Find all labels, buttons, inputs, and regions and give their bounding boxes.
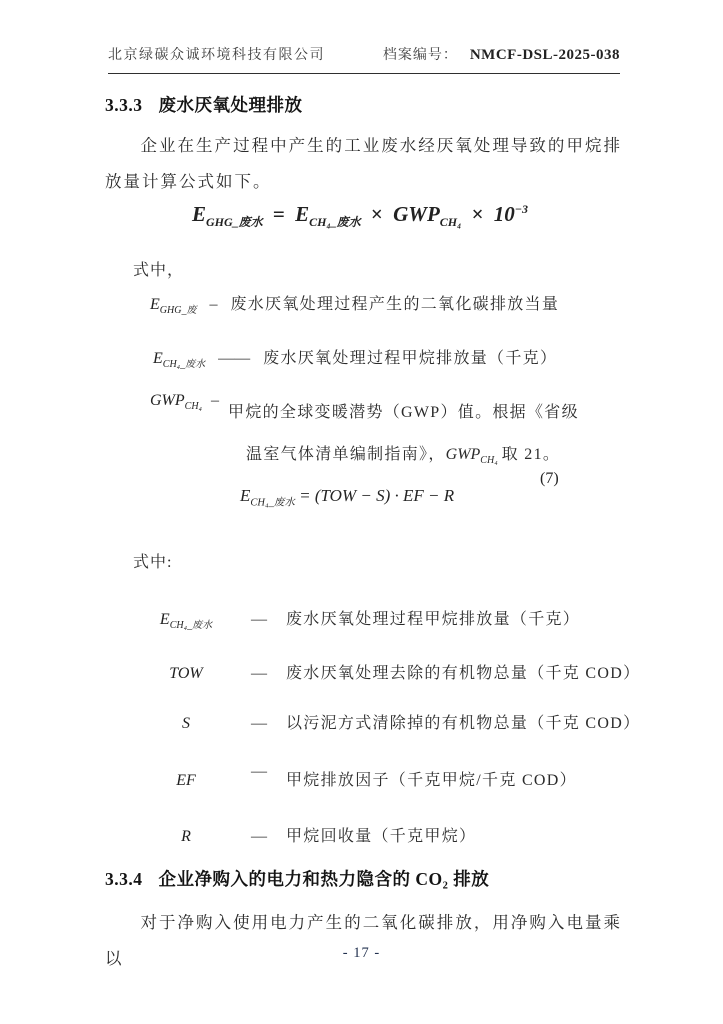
definition-dash: –: [209, 296, 218, 313]
section-number: 3.3.3: [105, 95, 143, 115]
section-heading-334: [105, 866, 489, 891]
multiply-sign: ×: [471, 202, 484, 226]
definition-symbol: S: [182, 715, 190, 732]
definition-text: 甲烷排放因子（千克甲烷/千克 COD）: [286, 772, 577, 789]
multiply-sign: ×: [370, 202, 383, 226]
formula-subscript: CH₄_废水: [309, 215, 361, 230]
archive-label: 档案编号：: [382, 48, 458, 63]
formula-term: E: [295, 202, 310, 226]
section-title: 废水厌氧处理排放: [158, 95, 303, 115]
formula-term: 10: [493, 202, 515, 226]
formula-rhs: = (TOW − S) · EF − R: [299, 486, 455, 505]
inline-math-gwp: $GWP_{CH_4}$: [445, 446, 498, 467]
archive-field: [383, 44, 620, 64]
definition-row: [153, 345, 557, 370]
definition-dash: ——: [218, 350, 251, 367]
definition-symbol: R: [181, 828, 191, 845]
definition-row: [150, 392, 579, 482]
definition-dash: —: [251, 828, 267, 845]
section-number: 3.3.4: [105, 869, 143, 889]
definition-row: [140, 763, 577, 792]
equation-number: (7): [540, 470, 559, 487]
formula-superscript: −3: [514, 202, 529, 216]
definition-dash: –: [211, 392, 220, 409]
definition-row: [140, 660, 640, 685]
archive-number: NMCF-DSL-2025-038: [469, 47, 620, 63]
definition-dash: —: [251, 611, 267, 628]
section-title: 企业净购入的电力和热力隐含的 CO₂ 排放: [158, 869, 490, 889]
section-heading-333: [105, 92, 303, 117]
company-name: 北京绿碳众诚环境科技有限公司: [108, 48, 325, 63]
definition-symbol: $E_{GHG\_废}$: [150, 296, 197, 317]
formula-term: GWP: [393, 202, 440, 226]
definition-text: 废水厌氧处理过程产生的二氧化碳排放当量: [230, 296, 560, 313]
definition-symbol: $E_{CH_4\_废水}$: [159, 611, 213, 632]
formula-subscript: CH₄_废水: [250, 497, 295, 509]
definition-text: 废水厌氧处理去除的有机物总量（千克 COD）: [286, 665, 641, 682]
definition-dash: —: [251, 763, 267, 780]
definition-text: 甲烷回收量（千克甲烷）: [286, 828, 477, 845]
definition-text: 废水厌氧处理过程甲烷排放量（千克）: [286, 611, 581, 628]
definition-row: [150, 291, 559, 316]
definition-row: [140, 710, 640, 735]
intro-paragraph-334: 对于净购入使用电力产生的二氧化碳排放，用净购入电量乘以: [105, 913, 622, 968]
definition-text-line2: 温室气体清单编制指南》，$GWP_{CH_4}$ 取 21。: [246, 446, 561, 467]
equals-sign: =: [272, 202, 285, 226]
definition-text: 废水厌氧处理过程甲烷排放量（千克）: [263, 350, 558, 367]
intro-paragraph-333: 企业在生产过程中产生的工业废水经厌氧处理导致的甲烷排放量计算公式如下。: [105, 136, 622, 191]
formula-subscript: CH₄: [439, 215, 462, 230]
formula-ghg-wastewater: [130, 202, 590, 230]
where-label-1: 式中，: [133, 262, 185, 279]
definition-row: [140, 823, 476, 848]
page-header: [108, 44, 620, 74]
formula-subscript: GHG_废水: [205, 215, 263, 230]
definition-dash: —: [251, 715, 267, 732]
definition-symbol: EF: [176, 772, 196, 789]
formula-term: E: [240, 486, 251, 505]
page-number: - 17 -: [342, 945, 381, 961]
formula-term: E: [191, 202, 206, 226]
definition-dash: —: [251, 665, 267, 682]
formula-ch4-wastewater: [240, 486, 454, 509]
definition-text-line1: 甲烷的全球变暖潜势（GWP）值。根据《省级: [228, 404, 579, 421]
definition-symbol: TOW: [169, 665, 203, 682]
definition-symbol: $GWP_{CH_4}$: [150, 392, 203, 413]
definition-text: 以污泥方式清除掉的有机物总量（千克 COD）: [286, 715, 641, 732]
definition-symbol: $E_{CH_4\_废水}$: [153, 350, 206, 371]
definition-row: [140, 606, 580, 631]
definition-text: [228, 392, 579, 482]
where-label-2: 式中:: [133, 554, 173, 571]
